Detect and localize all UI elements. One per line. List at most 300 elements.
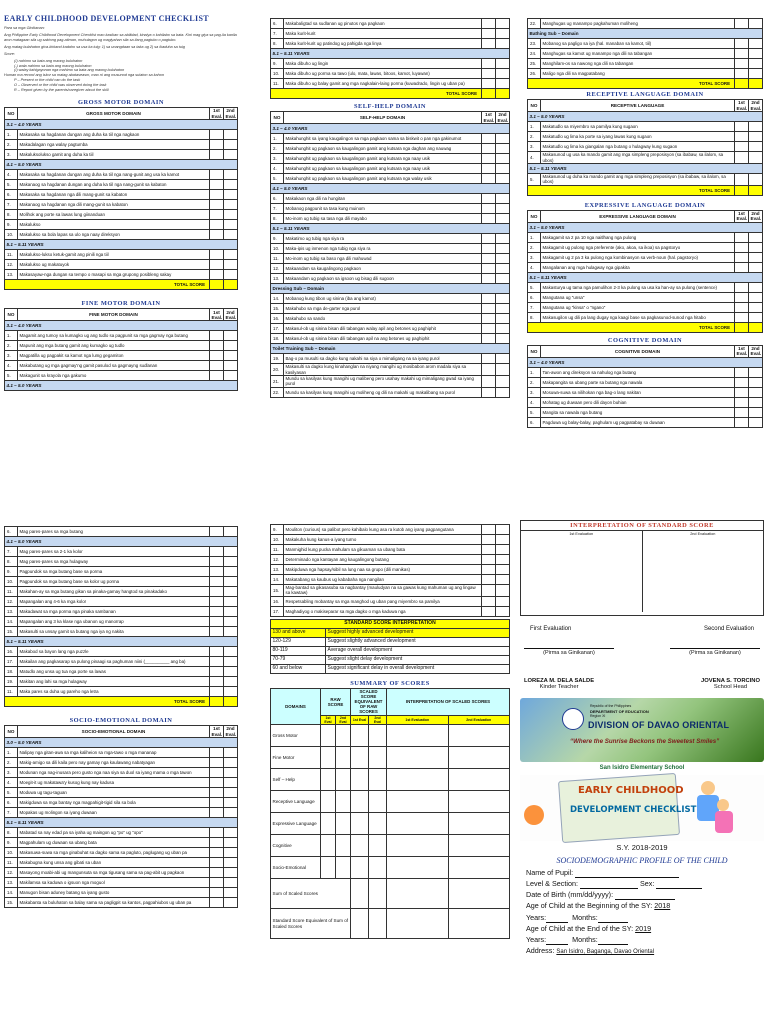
second-eval-cell[interactable] — [496, 585, 510, 597]
second-eval-cell[interactable] — [749, 19, 763, 29]
item-text: Matudlo ang unsa ug tua nga porte sa lawas — [18, 667, 210, 677]
summary-cell[interactable] — [351, 835, 369, 857]
summary-cell[interactable] — [448, 857, 510, 879]
first-eval-cell[interactable] — [482, 174, 496, 184]
summary-cell[interactable] — [369, 909, 387, 939]
first-eval-cell[interactable] — [735, 302, 749, 312]
second-eval-cell[interactable] — [224, 607, 238, 617]
first-eval-cell[interactable] — [482, 334, 496, 344]
first-eval-cell[interactable] — [482, 535, 496, 545]
second-eval-cell[interactable] — [496, 19, 510, 29]
second-eval-cell[interactable] — [749, 59, 763, 69]
first-eval-cell[interactable] — [210, 130, 224, 140]
second-eval-cell[interactable] — [496, 387, 510, 397]
second-eval-cell[interactable] — [496, 39, 510, 49]
first-eval-cell[interactable] — [210, 547, 224, 557]
second-eval-cell[interactable] — [749, 132, 763, 142]
second-eval-cell[interactable] — [224, 898, 238, 908]
item-text: Mag pares-pares sa mga butang — [18, 527, 210, 537]
first-eval-cell[interactable] — [482, 39, 496, 49]
first-eval-cell[interactable] — [482, 264, 496, 274]
first-eval-cell[interactable] — [210, 828, 224, 838]
summary-cell[interactable] — [321, 725, 336, 747]
second-eval-cell[interactable] — [224, 597, 238, 607]
total-first-eval[interactable] — [210, 697, 224, 707]
first-eval-cell[interactable] — [210, 838, 224, 848]
item-text: Makasulti sa dagko kung kinahanglan na niyang mangihi ug mosibabon arom madala siya sa kasilyasan — [284, 364, 482, 376]
first-eval-cell[interactable] — [735, 39, 749, 49]
first-eval-cell[interactable] — [210, 788, 224, 798]
second-eval-cell[interactable] — [224, 838, 238, 848]
second-eval-cell[interactable] — [224, 351, 238, 361]
second-eval-cell[interactable] — [496, 596, 510, 606]
first-eval-cell[interactable] — [482, 234, 496, 244]
first-eval-cell[interactable] — [735, 397, 749, 407]
summary-cell[interactable] — [448, 909, 510, 939]
second-eval-cell[interactable] — [496, 525, 510, 535]
first-eval-cell[interactable] — [210, 748, 224, 758]
first-eval-cell[interactable] — [482, 565, 496, 575]
second-eval-cell[interactable] — [496, 354, 510, 364]
second-eval-cell[interactable] — [224, 868, 238, 878]
first-eval-cell[interactable] — [482, 59, 496, 69]
first-eval-cell[interactable] — [482, 525, 496, 535]
summary-cell[interactable] — [336, 835, 351, 857]
second-eval-cell[interactable] — [224, 130, 238, 140]
item-text: Makasunod ug usa ka mando gamit ang mga simpleng preposisyon (sa ibabaw, sa ilalom, sa ubos) — [541, 152, 735, 164]
second-eval-cell[interactable] — [496, 314, 510, 324]
first-eval-cell[interactable] — [482, 585, 496, 597]
first-eval-cell[interactable] — [482, 194, 496, 204]
first-eval-cell[interactable] — [210, 798, 224, 808]
summary-cell[interactable] — [448, 725, 510, 747]
first-eval-cell[interactable] — [210, 371, 224, 381]
first-eval-cell[interactable] — [210, 190, 224, 200]
total-first-eval[interactable] — [210, 280, 224, 290]
second-eval-cell[interactable] — [224, 210, 238, 220]
second-eval-cell[interactable] — [224, 150, 238, 160]
second-eval-cell[interactable] — [496, 29, 510, 39]
first-eval-cell[interactable] — [482, 375, 496, 387]
first-eval-cell[interactable] — [482, 29, 496, 39]
second-eval-cell[interactable] — [496, 154, 510, 164]
second-eval-cell[interactable] — [496, 575, 510, 585]
first-eval-cell[interactable] — [735, 292, 749, 302]
first-eval-cell[interactable] — [482, 324, 496, 334]
summary-cell[interactable] — [336, 769, 351, 791]
summary-cell[interactable] — [387, 791, 448, 813]
summary-cell[interactable] — [448, 747, 510, 769]
first-eval-cell[interactable] — [210, 587, 224, 597]
second-eval-cell[interactable] — [224, 557, 238, 567]
months-end-field[interactable] — [598, 938, 628, 945]
first-eval-cell[interactable] — [482, 274, 496, 284]
summary-cell[interactable] — [351, 725, 369, 747]
first-eval-cell[interactable] — [210, 898, 224, 908]
summary-cell[interactable] — [369, 857, 387, 879]
first-eval-cell[interactable] — [735, 232, 749, 242]
second-eval-cell[interactable] — [496, 134, 510, 144]
level-field[interactable] — [580, 882, 638, 889]
first-eval-cell[interactable] — [210, 657, 224, 667]
first-eval-cell[interactable] — [210, 527, 224, 537]
second-eval-cell[interactable] — [749, 387, 763, 397]
first-eval-cell[interactable] — [482, 606, 496, 616]
first-eval-cell[interactable] — [482, 164, 496, 174]
second-eval-cell[interactable] — [496, 294, 510, 304]
second-eval-cell[interactable] — [224, 587, 238, 597]
total-first-eval[interactable] — [735, 79, 749, 89]
summary-cell[interactable] — [351, 813, 369, 835]
second-eval-cell[interactable] — [749, 142, 763, 152]
pupil-name-field[interactable] — [575, 871, 679, 878]
second-eval-cell[interactable] — [496, 204, 510, 214]
first-eval-cell[interactable] — [210, 778, 224, 788]
first-eval-cell[interactable] — [482, 294, 496, 304]
second-eval-cell[interactable] — [749, 122, 763, 132]
summary-cell[interactable] — [351, 769, 369, 791]
first-eval-cell[interactable] — [735, 387, 749, 397]
first-eval-cell[interactable] — [210, 341, 224, 351]
summary-cell[interactable] — [369, 725, 387, 747]
checklist-row — [271, 194, 510, 204]
second-eval-cell[interactable] — [224, 250, 238, 260]
second-eval-cell[interactable] — [224, 617, 238, 627]
second-eval-cell[interactable] — [496, 234, 510, 244]
second-eval-cell[interactable] — [496, 545, 510, 555]
summary-cell[interactable] — [336, 747, 351, 769]
first-eval-cell[interactable] — [210, 647, 224, 657]
second-eval-cell[interactable] — [224, 778, 238, 788]
first-eval-cell[interactable] — [482, 545, 496, 555]
second-eval-cell[interactable] — [496, 254, 510, 264]
first-eval-cell[interactable] — [735, 242, 749, 252]
second-eval-cell[interactable] — [496, 274, 510, 284]
summary-cell[interactable] — [321, 791, 336, 813]
second-eval-cell[interactable] — [496, 244, 510, 254]
first-eval-cell[interactable] — [735, 59, 749, 69]
first-eval-cell[interactable] — [210, 557, 224, 567]
second-eval-cell[interactable] — [224, 677, 238, 687]
second-eval-cell[interactable] — [496, 174, 510, 184]
first-eval-cell[interactable] — [210, 567, 224, 577]
second-eval-cell[interactable] — [224, 527, 238, 537]
item-text: Nalipay nga gitan-awa sa mga kaliheion sa mga-tawo o mga mananap — [18, 748, 210, 758]
first-eval-cell[interactable] — [482, 387, 496, 397]
first-eval-cell[interactable] — [735, 377, 749, 387]
summary-cell[interactable] — [387, 813, 448, 835]
first-eval-cell[interactable] — [210, 361, 224, 371]
second-eval-cell[interactable] — [224, 798, 238, 808]
second-eval-cell[interactable] — [224, 371, 238, 381]
second-eval-cell[interactable] — [224, 788, 238, 798]
summary-cell[interactable] — [387, 747, 448, 769]
summary-cell[interactable] — [369, 879, 387, 909]
summary-cell[interactable] — [321, 835, 336, 857]
second-eval-cell[interactable] — [496, 79, 510, 89]
first-eval-cell[interactable] — [210, 351, 224, 361]
first-eval-cell[interactable] — [482, 244, 496, 254]
second-eval-cell[interactable] — [224, 270, 238, 280]
first-eval-cell[interactable] — [482, 19, 496, 29]
second-eval-cell[interactable] — [496, 375, 510, 387]
summary-cell[interactable] — [351, 857, 369, 879]
first-eval-cell[interactable] — [735, 132, 749, 142]
first-eval-cell[interactable] — [210, 220, 224, 230]
second-eval-cell[interactable] — [496, 535, 510, 545]
second-eval-cell[interactable] — [749, 377, 763, 387]
first-eval-cell[interactable] — [210, 768, 224, 778]
second-eval-cell[interactable] — [224, 170, 238, 180]
first-eval-cell[interactable] — [210, 170, 224, 180]
first-eval-cell[interactable] — [210, 858, 224, 868]
item-text: Makahubo sa sando — [284, 314, 482, 324]
second-eval-cell[interactable] — [496, 304, 510, 314]
second-eval-cell[interactable] — [224, 577, 238, 587]
summary-cell[interactable] — [387, 879, 448, 909]
second-eval-cell[interactable] — [496, 69, 510, 79]
first-eval-cell[interactable] — [210, 577, 224, 587]
summary-cell[interactable] — [448, 879, 510, 909]
summary-cell[interactable] — [448, 813, 510, 835]
first-eval-cell[interactable] — [210, 808, 224, 818]
second-eval-cell[interactable] — [749, 292, 763, 302]
second-eval-cell[interactable] — [224, 848, 238, 858]
second-eval-cell[interactable] — [749, 282, 763, 292]
first-eval-cell[interactable] — [210, 687, 224, 697]
years-end-field[interactable] — [546, 938, 568, 945]
checklist-row — [528, 282, 763, 292]
second-eval-cell[interactable] — [496, 334, 510, 344]
second-eval-cell[interactable] — [224, 190, 238, 200]
item-text: Makahubo sa mga de-garter nga purol — [284, 304, 482, 314]
first-eval-cell[interactable] — [210, 627, 224, 637]
first-eval-cell[interactable] — [735, 19, 749, 29]
summary-cell[interactable] — [387, 769, 448, 791]
second-eval-cell[interactable] — [224, 858, 238, 868]
second-eval-cell[interactable] — [224, 361, 238, 371]
second-eval-cell[interactable] — [496, 555, 510, 565]
years-begin-field[interactable] — [546, 916, 568, 923]
second-eval-cell[interactable] — [749, 242, 763, 252]
total-second-eval[interactable] — [749, 185, 763, 195]
summary-cell[interactable] — [387, 725, 448, 747]
summary-cell[interactable] — [351, 879, 369, 909]
total-second-eval[interactable] — [749, 79, 763, 89]
first-eval-cell[interactable] — [735, 262, 749, 272]
second-eval-cell[interactable] — [749, 312, 763, 322]
first-eval-cell[interactable] — [735, 282, 749, 292]
summary-cell[interactable] — [387, 857, 448, 879]
summary-cell[interactable] — [351, 747, 369, 769]
summary-cell[interactable] — [369, 791, 387, 813]
second-eval-cell[interactable] — [224, 687, 238, 697]
first-eval-cell[interactable] — [482, 69, 496, 79]
second-eval-cell[interactable] — [496, 59, 510, 69]
first-eval-cell[interactable] — [210, 180, 224, 190]
summary-cell[interactable] — [369, 835, 387, 857]
first-eval-cell[interactable] — [210, 848, 224, 858]
second-eval-cell[interactable] — [224, 627, 238, 637]
summary-cell[interactable] — [336, 813, 351, 835]
summary-cell[interactable] — [387, 909, 448, 939]
first-eval-cell[interactable] — [735, 407, 749, 417]
second-eval-cell[interactable] — [224, 647, 238, 657]
first-eval-cell[interactable] — [482, 596, 496, 606]
first-eval-cell[interactable] — [482, 254, 496, 264]
first-eval-cell[interactable] — [210, 250, 224, 260]
second-eval-cell[interactable] — [749, 232, 763, 242]
second-eval-cell[interactable] — [496, 164, 510, 174]
second-eval-cell[interactable] — [496, 214, 510, 224]
second-eval-cell[interactable] — [749, 417, 763, 427]
first-eval-cell[interactable] — [735, 252, 749, 262]
second-eval-cell[interactable] — [749, 252, 763, 262]
summary-cell[interactable] — [336, 857, 351, 879]
second-eval-cell[interactable] — [224, 331, 238, 341]
second-eval-cell[interactable] — [224, 140, 238, 150]
sex-field[interactable] — [656, 882, 702, 889]
first-eval-cell[interactable] — [482, 79, 496, 89]
item-number: 26. — [528, 69, 541, 79]
second-eval-cell[interactable] — [749, 49, 763, 59]
summary-cell[interactable] — [369, 769, 387, 791]
summary-cell[interactable] — [448, 835, 510, 857]
total-first-eval[interactable] — [735, 322, 749, 332]
second-eval-cell[interactable] — [749, 262, 763, 272]
second-eval-cell[interactable] — [496, 264, 510, 274]
summary-cell[interactable] — [448, 769, 510, 791]
second-eval-cell[interactable] — [224, 200, 238, 210]
second-eval-cell[interactable] — [496, 565, 510, 575]
first-eval-cell[interactable] — [210, 331, 224, 341]
second-eval-cell[interactable] — [496, 324, 510, 334]
second-eval-cell[interactable] — [224, 547, 238, 557]
first-eval-cell[interactable] — [482, 204, 496, 214]
second-eval-cell[interactable] — [224, 657, 238, 667]
item-text: Bag-o pa musulti sa dagko kung nakahi na siya o mimaligang na sa iyang purol — [284, 354, 482, 364]
second-eval-cell[interactable] — [224, 808, 238, 818]
summary-cell[interactable] — [336, 725, 351, 747]
first-eval-cell[interactable] — [210, 200, 224, 210]
first-eval-cell[interactable] — [210, 758, 224, 768]
first-eval-cell[interactable] — [482, 144, 496, 154]
first-eval-cell[interactable] — [482, 364, 496, 376]
first-eval-cell[interactable] — [210, 667, 224, 677]
total-second-eval[interactable] — [496, 89, 510, 99]
second-eval-cell[interactable] — [749, 152, 763, 164]
second-eval-cell[interactable] — [749, 173, 763, 185]
first-eval-cell[interactable] — [482, 154, 496, 164]
first-eval-cell[interactable] — [482, 575, 496, 585]
summary-cell[interactable] — [321, 813, 336, 835]
second-eval-cell[interactable] — [224, 748, 238, 758]
second-eval-cell[interactable] — [224, 828, 238, 838]
first-eval-cell[interactable] — [210, 260, 224, 270]
first-eval-cell[interactable] — [735, 49, 749, 59]
first-eval-cell[interactable] — [210, 868, 224, 878]
dob-field[interactable] — [615, 893, 675, 900]
second-eval-cell[interactable] — [224, 768, 238, 778]
first-eval-cell[interactable] — [735, 367, 749, 377]
second-eval-cell[interactable] — [749, 397, 763, 407]
second-eval-cell[interactable] — [224, 878, 238, 888]
summary-cell[interactable] — [321, 747, 336, 769]
first-eval-cell[interactable] — [735, 142, 749, 152]
second-eval-cell[interactable] — [749, 69, 763, 79]
summary-cell[interactable] — [321, 769, 336, 791]
total-second-eval[interactable] — [749, 322, 763, 332]
second-eval-cell[interactable] — [224, 180, 238, 190]
total-second-eval[interactable] — [224, 280, 238, 290]
first-eval-cell[interactable] — [735, 122, 749, 132]
summary-cell[interactable] — [321, 857, 336, 879]
second-eval-cell[interactable] — [224, 341, 238, 351]
summary-cell[interactable] — [351, 791, 369, 813]
months-begin-field[interactable] — [598, 916, 628, 923]
second-eval-cell[interactable] — [749, 367, 763, 377]
second-eval-cell[interactable] — [749, 39, 763, 49]
first-eval-cell[interactable] — [482, 555, 496, 565]
total-first-eval[interactable] — [482, 89, 496, 99]
summary-cell[interactable] — [448, 791, 510, 813]
second-eval-cell[interactable] — [224, 260, 238, 270]
first-eval-cell[interactable] — [210, 230, 224, 240]
first-eval-cell[interactable] — [210, 210, 224, 220]
first-eval-cell[interactable] — [210, 878, 224, 888]
total-first-eval[interactable] — [735, 185, 749, 195]
first-eval-cell[interactable] — [482, 214, 496, 224]
first-eval-cell[interactable] — [735, 173, 749, 185]
first-eval-cell[interactable] — [735, 417, 749, 427]
second-eval-cell[interactable] — [496, 606, 510, 616]
first-eval-cell[interactable] — [210, 617, 224, 627]
second-eval-cell[interactable] — [224, 758, 238, 768]
first-eval-cell[interactable] — [735, 312, 749, 322]
second-eval-cell[interactable] — [496, 194, 510, 204]
first-eval-cell[interactable] — [210, 607, 224, 617]
checklist-row — [528, 292, 763, 302]
summary-cell[interactable] — [351, 909, 369, 939]
total-second-eval[interactable] — [224, 697, 238, 707]
summary-cell[interactable] — [369, 813, 387, 835]
summary-cell[interactable] — [387, 835, 448, 857]
first-eval-cell[interactable] — [482, 354, 496, 364]
first-eval-cell[interactable] — [482, 134, 496, 144]
first-eval-cell[interactable] — [210, 140, 224, 150]
second-eval-cell[interactable] — [496, 364, 510, 376]
second-eval-cell[interactable] — [224, 667, 238, 677]
first-eval-cell[interactable] — [482, 304, 496, 314]
first-eval-cell[interactable] — [210, 150, 224, 160]
first-eval-cell[interactable] — [735, 152, 749, 164]
second-eval-cell[interactable] — [496, 144, 510, 154]
second-eval-cell[interactable] — [224, 567, 238, 577]
first-eval-cell[interactable] — [210, 888, 224, 898]
summary-cell[interactable] — [336, 791, 351, 813]
first-eval-cell[interactable] — [735, 69, 749, 79]
first-eval-cell[interactable] — [482, 314, 496, 324]
second-eval-cell[interactable] — [224, 230, 238, 240]
second-eval-cell[interactable] — [224, 888, 238, 898]
second-eval-cell[interactable] — [749, 302, 763, 312]
summary-cell[interactable] — [369, 747, 387, 769]
first-eval-cell[interactable] — [210, 597, 224, 607]
first-eval-cell[interactable] — [210, 270, 224, 280]
first-eval-cell[interactable] — [210, 677, 224, 687]
second-eval-cell[interactable] — [749, 407, 763, 417]
second-eval-cell[interactable] — [224, 220, 238, 230]
